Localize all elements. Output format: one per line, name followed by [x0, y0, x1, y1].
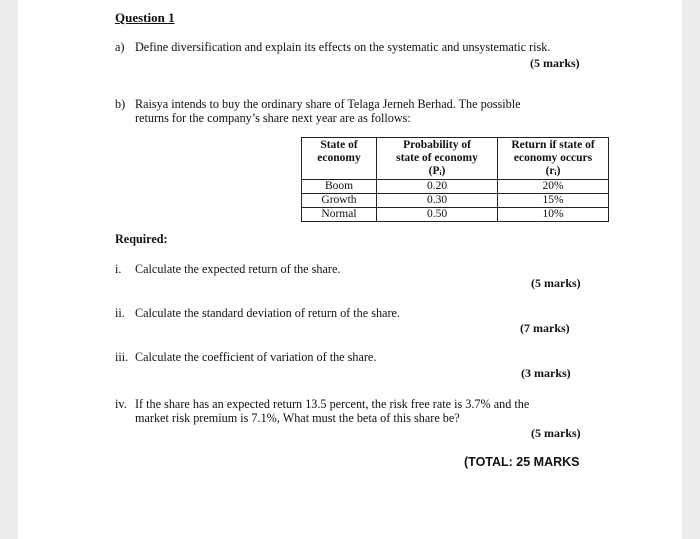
economy-states-table: [301, 137, 609, 222]
item-iii-num: iii.: [115, 350, 129, 364]
item-iii-text: Calculate the coefficient of variation of the share.: [135, 350, 377, 364]
part-b-label: b): [115, 97, 126, 111]
part-b-line1: Raisya intends to buy the ordinary share of Telaga Jerneh Berhad. The possible: [135, 97, 521, 111]
cell-return: 10%: [498, 208, 609, 222]
item-iv-marks: (5 marks): [531, 426, 581, 440]
item-ii-num: ii.: [115, 306, 125, 320]
cell-return: 15%: [498, 194, 609, 208]
cell-state: Normal: [302, 208, 377, 222]
total-marks: (TOTAL: 25 MARKS: [464, 455, 580, 469]
header-probability: Probability of state of economy (Pᵢ): [377, 138, 498, 180]
question-title: Question 1: [115, 10, 175, 25]
part-a-marks: (5 marks): [530, 56, 580, 70]
required-label: Required:: [115, 232, 168, 246]
part-a-label: a): [115, 40, 125, 54]
table-row: [302, 180, 609, 194]
cell-return: 20%: [498, 180, 609, 194]
header-return: Return if state of economy occurs (rᵢ): [498, 138, 609, 180]
item-i-marks: (5 marks): [531, 276, 581, 290]
item-iii-marks: (3 marks): [521, 366, 571, 380]
part-b-line2: returns for the company’s share next year are as follows:: [135, 111, 411, 125]
cell-prob: 0.20: [377, 180, 498, 194]
item-iv-line2: market risk premium is 7.1%, What must the beta of this share be?: [135, 411, 460, 425]
table-row: [302, 194, 609, 208]
header-state: State of economy: [302, 138, 377, 180]
item-iv-num: iv.: [115, 397, 127, 411]
table-row: [302, 208, 609, 222]
item-ii-marks: (7 marks): [520, 321, 570, 335]
cell-state: Growth: [302, 194, 377, 208]
item-iv-line1: If the share has an expected return 13.5 percent, the risk free rate is 3.7% and the: [135, 397, 530, 411]
part-a-text: Define diversification and explain its effects on the systematic and unsystematic risk.: [135, 40, 551, 54]
document-page: [18, 0, 682, 539]
cell-prob: 0.50: [377, 208, 498, 222]
item-i-text: Calculate the expected return of the share.: [135, 262, 341, 276]
item-i-num: i.: [115, 262, 122, 276]
cell-state: Boom: [302, 180, 377, 194]
cell-prob: 0.30: [377, 194, 498, 208]
item-ii-text: Calculate the standard deviation of return of the share.: [135, 306, 400, 320]
table-header-row: [302, 138, 609, 180]
